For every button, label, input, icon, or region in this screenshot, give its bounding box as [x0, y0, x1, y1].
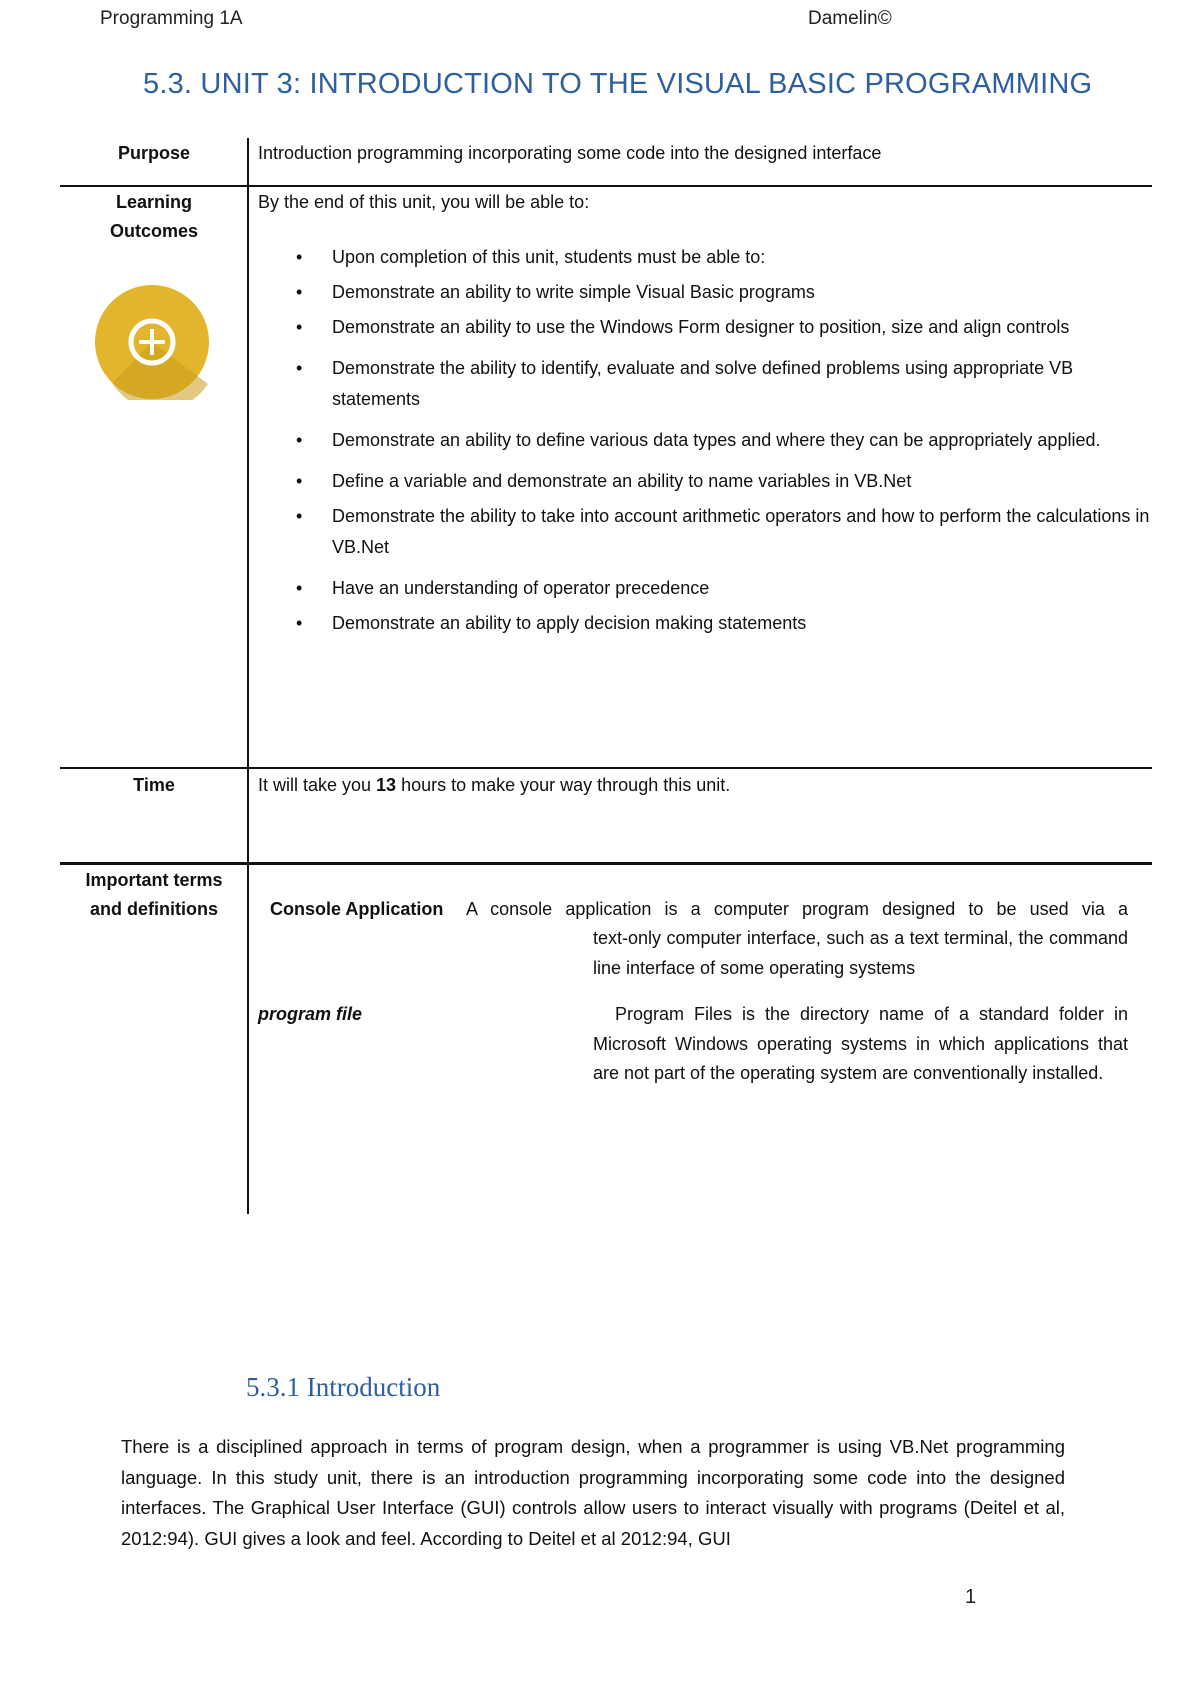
purpose-text: Introduction programming incorporating some code into the designed interface: [258, 143, 882, 163]
time-hours: 13: [376, 775, 397, 795]
time-text-before: It will take you: [258, 775, 377, 795]
table-row-divider-time: [60, 862, 1152, 865]
table-column-divider: [247, 138, 249, 1214]
definition-program-file: Program Files is the directory name of a standard folder in Microsoft Windows operating systems in which applications that are not part of the operating system are conventionally installed.: [593, 1004, 1128, 1083]
terms-label-line2: and definitions: [90, 899, 218, 919]
term-console-application: Console Application: [270, 899, 444, 919]
outcome-text: Demonstrate the ability to identify, evaluate and solve defined problems using appropriate VB statements: [332, 358, 1074, 409]
learning-outcomes-label-line2: Outcomes: [109, 221, 199, 241]
list-item: [290, 608, 1150, 639]
list-item: [290, 425, 1150, 456]
bullet-icon: •: [296, 282, 303, 302]
outcome-text: Demonstrate the ability to take into account arithmetic operators and how to perform the calculations in VB.Net: [332, 506, 1150, 557]
list-item: [290, 353, 1150, 415]
table-row-divider-outcomes: [60, 767, 1152, 769]
outcome-text: Demonstrate an ability to define various data types and where they can be appropriately applied.: [332, 430, 1101, 450]
page-number: 1: [965, 1586, 977, 1608]
plus-circle-icon-graphic: [94, 284, 210, 400]
list-item: [290, 312, 1150, 343]
table-row-divider-purpose: [60, 185, 1152, 187]
unit-title: 5.3. UNIT 3: INTRODUCTION TO THE VISUAL BASIC PROGRAMMING: [143, 68, 1093, 100]
plus-circle-icon: [94, 284, 210, 400]
running-header-course: Programming 1A: [100, 8, 243, 29]
bullet-icon: •: [296, 506, 303, 526]
outcome-text: Demonstrate an ability to use the Windows Form designer to position, size and align controls: [332, 317, 1070, 337]
list-item: [290, 466, 1150, 497]
time-text-after: hours to make your way through this unit.: [396, 775, 731, 795]
definition-console-application-first: A console application is a computer program designed to be used via a: [466, 899, 1128, 919]
time-text: [258, 771, 730, 800]
learning-outcomes-intro: By the end of this unit, you will be able to:: [258, 192, 590, 212]
bullet-icon: •: [296, 247, 303, 267]
running-header-institution: Damelin©: [808, 8, 892, 29]
outcome-text: Demonstrate an ability to write simple Visual Basic programs: [332, 282, 815, 302]
list-item: [290, 277, 1150, 308]
term-program-file: program file: [258, 1004, 363, 1024]
bullet-icon: •: [296, 578, 303, 598]
bullet-icon: •: [296, 471, 303, 491]
outcome-text: Demonstrate an ability to apply decision making statements: [332, 613, 807, 633]
bullet-icon: •: [296, 358, 303, 378]
bullet-icon: •: [296, 317, 303, 337]
list-item: [290, 242, 1150, 273]
learning-outcomes-label: [60, 188, 248, 246]
outcome-text: Define a variable and demonstrate an ability to name variables in VB.Net: [332, 471, 912, 491]
definition-console-application-rest: text-only computer interface, such as a text terminal, the command line interface of some operating systems: [593, 928, 1128, 978]
bullet-icon: •: [296, 613, 303, 633]
section-heading: 5.3.1 Introduction: [246, 1372, 441, 1402]
learning-outcomes-list: [290, 242, 1150, 643]
section-paragraph: There is a disciplined approach in terms of program design, when a programmer is using VB.Net programming language. In this study unit, there is an introduction programming incorporating some code into the designed interfaces. The Graphical User Interface (GUI) controls allow users to interact visually with programs (Deitel et al, 2012:94). GUI gives a look and feel. According to Deitel et al 2012:94, GUI: [121, 1436, 1065, 1549]
purpose-label: Purpose: [117, 143, 191, 163]
terms-label-line1: Important terms: [85, 870, 223, 890]
outcome-text: Upon completion of this unit, students must be able to:: [332, 247, 766, 267]
time-label: Time: [133, 775, 175, 795]
list-item: [290, 573, 1150, 604]
bullet-icon: •: [296, 430, 303, 450]
terms-label: [60, 866, 248, 924]
learning-outcomes-label-line1: Learning: [115, 192, 192, 212]
outcome-text: Have an understanding of operator precedence: [332, 578, 710, 598]
list-item: [290, 501, 1150, 563]
